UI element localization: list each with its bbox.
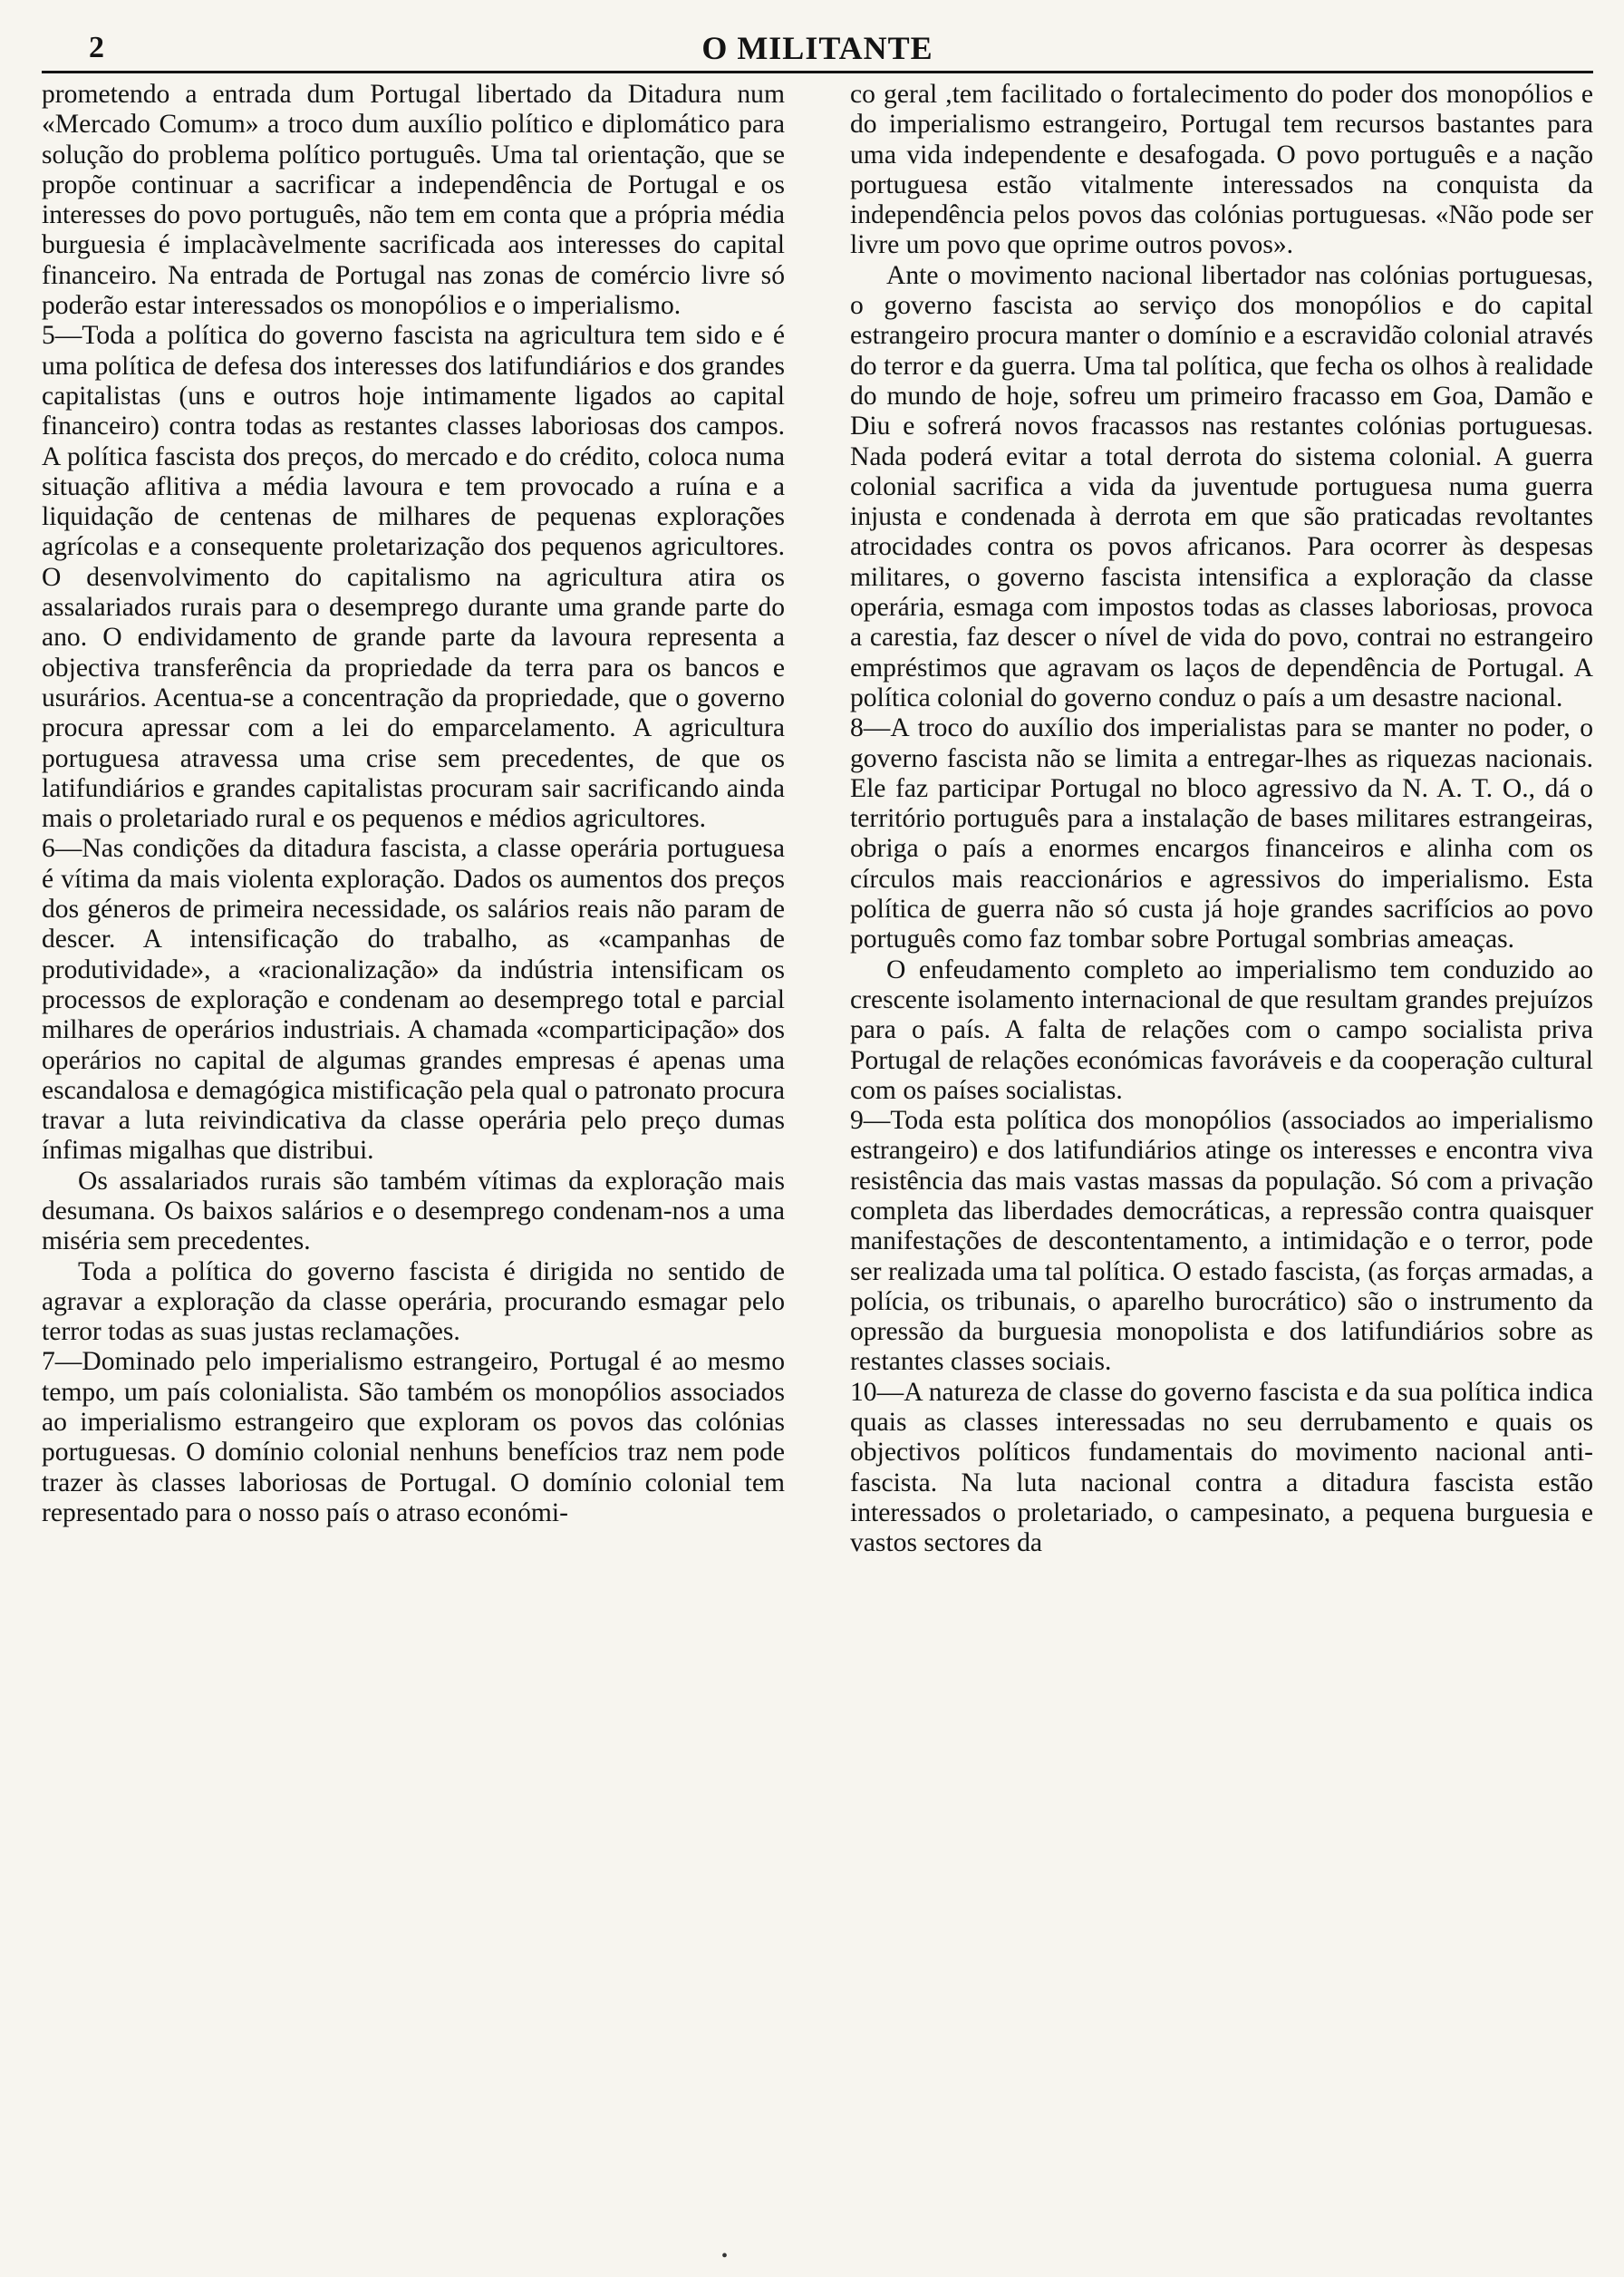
paragraph-left-6: 7—Dominado pelo imperialismo estrangeiro, Portugal é ao mesmo tempo, um país colonialista. São também os monopólios associados ao imperialismo estrangeiro que exploram os povos das colónias portuguesas. O domínio colonial nenhuns benefícios traz nem pode trazer às classes laboriosas de Portugal. O domínio colonial tem representado para o nosso país o atraso económi-	[42, 1347, 785, 1527]
page-number: 2	[89, 31, 104, 64]
paragraph-left-4: Os assalariados rurais são também vítimas da exploração mais desumana. Os baixos salários e o desemprego condenam-nos a uma miséria sem precedentes.	[42, 1166, 785, 1256]
paragraph-right-2: Ante o movimento nacional libertador nas colónias portuguesas, o governo fascista ao serviço dos monopólios e do capital estrangeiro procura manter o domínio e a escravidão colonial através do terror e da guerra. Uma tal política, que fecha os olhos à realidade do mundo de hoje, sofreu um primeiro fracasso em Goa, Damão e Diu e sofrerá novos fracassos nas restantes colónias portuguesas. Nada poderá evitar a total derrota do sistema colonial. A guerra colonial sacrifica a vida da juventude portuguesa numa guerra injusta e condenada à derrota em que são praticadas revoltantes atrocidades contra os povos africanos. Para ocorrer às despesas militares, o governo fascista intensifica a exploração da classe operária, esmaga com impostos todas as classes laboriosas, provoca a carestia, faz descer o nível de vida do povo, contrai no estrangeiro empréstimos que agravam os laços de dependência de Portugal. A política colonial do governo conduz o país a um desastre nacional.	[850, 260, 1593, 712]
paragraph-right-3: 8—A troco do auxílio dos imperialistas para se manter no poder, o governo fascista não se limita a entregar-lhes as riquezas nacionais. Ele faz participar Portugal no bloco agressivo da N. A. T. O., dá o território português para a instalação de bases militares estrangeiras, obriga o país a enormes encargos financeiros e alinha com os círculos mais reaccionários e agressivos do imperialismo. Esta política de guerra não só custa já hoje grandes sacrifícios ao povo português como faz tombar sobre Portugal sombrias ameaças.	[850, 713, 1593, 954]
paragraph-left-1: prometendo a entrada dum Portugal libertado da Ditadura num «Mercado Comum» a troco dum auxílio político e diplomático para solução do problema político português. Uma tal orientação, que se propõe continuar a sacrificar a independência de Portugal e os interesses do povo português, não tem em conta que a própria média burguesia é implacàvelmente sacrificada aos interesses do capital financeiro. Na entrada de Portugal nas zonas de comércio livre só poderão estar interessados os monopólios e o imperialismo.	[42, 80, 785, 321]
page-header	[42, 27, 1593, 73]
right-column	[850, 80, 1593, 2246]
paragraph-left-5: Toda a política do governo fascista é dirigida no sentido de agravar a exploração da classe operária, procurando esmagar pelo terror todas as suas justas reclamações.	[42, 1256, 785, 1347]
paragraph-left-3: 6—Nas condições da ditadura fascista, a classe operária portuguesa é vítima da mais violenta exploração. Dados os aumentos dos preços dos géneros de primeira necessidade, os salários reais não param de descer. A intensificação do trabalho, as «campanhas de produtividade», a «racionalização» da indústria intensificam os processos de exploração e condenam ao desemprego total e parcial milhares de operários industriais. A chamada «comparticipação» dos operários no capital de algumas grandes empresas é apenas uma escandalosa e demagógica mistificação pela qual o patronato procura travar a luta reivindicativa da classe operária pelo preço dumas ínfimas migalhas que distribui.	[42, 834, 785, 1166]
footer-mark: •	[721, 2246, 729, 2266]
newspaper-page	[42, 27, 1593, 2257]
article-body	[42, 80, 1593, 2246]
paragraph-right-4: O enfeudamento completo ao imperialismo tem conduzido ao crescente isolamento internacional de que resultam grandes prejuízos para o país. A falta de relações com o campo socialista priva Portugal de relações económicas favoráveis e da cooperação cultural com os países socialistas.	[850, 954, 1593, 1105]
paragraph-left-2: 5—Toda a política do governo fascista na agricultura tem sido e é uma política de defesa dos interesses dos latifundiários e dos grandes capitalistas (uns e outros hoje intimamente ligados ao capital financeiro) contra todas as restantes classes laboriosas dos campos. A política fascista dos preços, do mercado e do crédito, coloca numa situação aflitiva a média lavoura e tem provocado a ruína e a liquidação de centenas de milhares de pequenas explorações agrícolas e a consequente proletarização dos pequenos agricultores. O desenvolvimento do capitalismo na agricultura atira os assalariados rurais para o desemprego durante uma grande parte do ano. O endividamento de grande parte da lavoura representa a objectiva transferência da propriedade da terra para os bancos e usurários. Acentua-se a concentração da propriedade, que o governo procura apressar com a lei do emparcelamento. A agricultura portuguesa atravessa uma crise sem precedentes, de que os latifundiários e grandes capitalistas procuram sair sacrificando ainda mais o proletariado rural e os pequenos e médios agricultores.	[42, 321, 785, 834]
paragraph-right-6: 10—A natureza de classe do governo fascista e da sua política indica quais as classes interessadas no seu derrubamento e quais os objectivos políticos fundamentais do movimento nacional anti-fascista. Na luta nacional contra a ditadura fascista estão interessados o proletariado, o campesinato, a pequena burguesia e vastos sectores da	[850, 1377, 1593, 1558]
left-column	[42, 80, 785, 2246]
journal-title: O MILITANTE	[701, 30, 933, 66]
paragraph-right-1: co geral ,tem facilitado o fortalecimento do poder dos monopólios e do imperialismo estrangeiro, Portugal tem recursos bastantes para uma vida independente e desafogada. O povo português e a nação portuguesa estão vitalmente interessados na conquista da independência pelos povos das colónias portuguesas. «Não pode ser livre um povo que oprime outros povos».	[850, 80, 1593, 260]
paragraph-right-5: 9—Toda esta política dos monopólios (associados ao imperialismo estrangeiro) e dos latifundiários atinge os interesses e encontra viva resistência das mais vastas massas da população. Só com a privação completa das liberdades democráticas, a repressão contra quaisquer manifestações de descontentamento, a intimidação e o terror, pode ser realizada uma tal política. O estado fascista, (as forças armadas, a polícia, os tribunais, o aparelho burocrático) são o instrumento da opressão da burguesia monopolista e dos latifundiários sobre as restantes classes sociais.	[850, 1106, 1593, 1377]
